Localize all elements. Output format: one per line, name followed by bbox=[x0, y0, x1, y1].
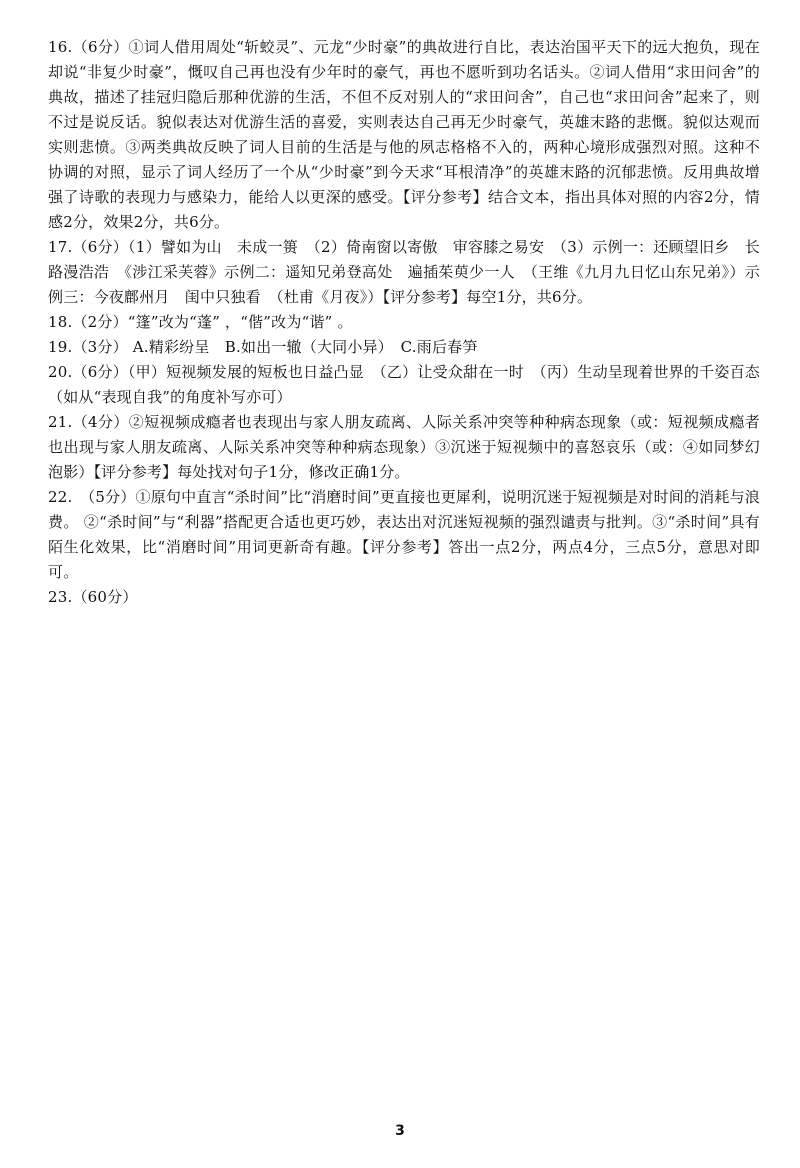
answer-18: 18.（2分）“篷”改为“蓬” ，“偕”改为“谐” 。 bbox=[48, 313, 353, 331]
page-number: 3 bbox=[395, 1123, 405, 1139]
answer-16: 16.（6分）①词人借用周处“斩蛟灵”、元龙“少时豪”的典故进行自比，表达治国平天下的远大抱负，现在却说“非复少时豪”，慨叹自己再也没有少年时的豪气，再也不愿听到功名话头。②词人借用“求田问舍”的典故，描述了挂冠归隐后那种优游的生活，不但不反对别人的“求田问舍”，自己也“求田问舍”起来了，则不过是说反话。貌似表达对优游生活的喜爱，实则表达自己再无少时豪气，英雄末路的悲慨。貌似达观而实则悲愤。③两类典故反映了词人目前的生活是与他的夙志格格不入的，两种心境形成强烈对照。这种不协调的对照，显示了词人经历了一个从“少时豪”到今天求“耳根清净”的英雄末路的沉郁悲愤。反用典故增强了诗歌的表现力与感染力，能给人以更深的感受。【评分参考】结合文本，指出具体对照的内容2分，情感2分，效果2分，共6分。 bbox=[48, 38, 760, 231]
answer-17: 17.（6分）（1）譬如为山 未成一篑 （2）倚南窗以寄傲 审容膝之易安 （3）示例一：还顾望旧乡 长路漫浩浩 《涉江采芙蓉》示例二：遥知兄弟登高处 遍插茱萸少一人 （王维《九月九日忆山东兄弟》）示例三：今夜鄜州月 闺中只独看 （杜甫《月夜》）【评分参考】每空1分，共6分。 bbox=[48, 238, 760, 306]
answer-20: 20.（6分）（甲）短视频发展的短板也日益凸显 （乙）让受众甜在一时 （丙）生动呈现着世界的千姿百态（如从“表现自我”的角度补写亦可） bbox=[48, 363, 760, 406]
answer-19: 19.（3分） A.精彩纷呈 B.如出一辙（大同小异） C.雨后春笋 bbox=[48, 338, 478, 356]
answer-21: 21.（4分）②短视频成瘾者也表现出与家人朋友疏离、人际关系冲突等种种病态现象（或：短视频成瘾者也出现与家人朋友疏离、人际关系冲突等种种病态现象）③沉迷于短视频中的喜怒哀乐（或：④如同梦幻泡影）【评分参考】每处找对句子1分，修改正确1分。 bbox=[48, 413, 760, 481]
answer-22: 22. （5分）①原句中直言“杀时间”比“消磨时间”更直接也更犀利，说明沉迷于短视频是对时间的消耗与浪费。 ②“杀时间”与“利器”搭配更合适也更巧妙，表达出对沉迷短视频的强烈谴责与批判。③“杀时间”具有陌生化效果，比“消磨时间”用词更新奇有趣。【评分参考】答出一点2分，两点4分，三点5分，意思对即可。 bbox=[48, 488, 760, 581]
answer-23: 23.（60分） bbox=[48, 588, 138, 606]
answer-list bbox=[48, 35, 760, 610]
